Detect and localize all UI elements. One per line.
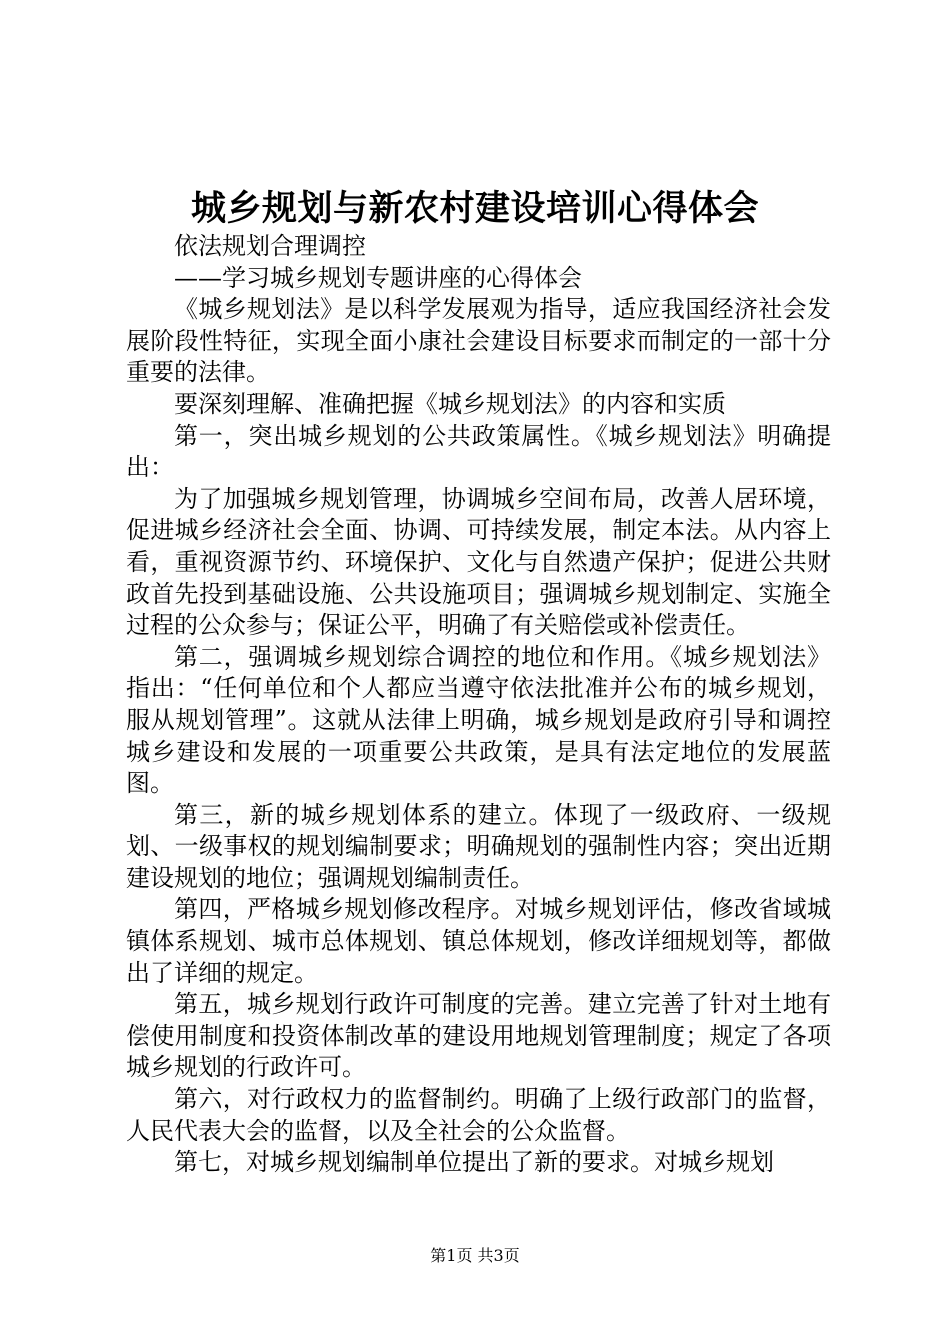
paragraph: 《城乡规划法》是以科学发展观为指导，适应我国经济社会发展阶段性特征，实现全面小康社会建设目标要求而制定的一部十分重要的法律。 xyxy=(126,295,831,387)
paragraph: 依法规划合理调控 xyxy=(174,232,366,260)
document-title: 城乡规划与新农村建设培训心得体会 xyxy=(190,188,759,229)
paragraph: 第七，对城乡规划编制单位提出了新的要求。对城乡规划 xyxy=(174,1148,774,1177)
page-number-footer: 第1页 共3页 xyxy=(430,1246,520,1265)
paragraph: 为了加强城乡规划管理，协调城乡空间布局，改善人居环境，促进城乡经济社会全面、协调、可持续发展，制定本法。从内容上看，重视资源节约、环境保护、文化与自然遗产保护；促进公共财政首先投到基础设施、公共设施项目；强调城乡规划制定、实施全过程的公众参与；保证公平，明确了有关赔偿或补偿责任。 xyxy=(126,484,831,640)
paragraph: 第五，城乡规划行政许可制度的完善。建立完善了针对土地有偿使用制度和投资体制改革的建设用地规划管理制度；规定了各项城乡规划的行政许可。 xyxy=(126,990,831,1082)
document-body xyxy=(126,231,831,1179)
paragraph: 第六，对行政权力的监督制约。明确了上级行政部门的监督，人民代表大会的监督，以及全社会的公众监督。 xyxy=(126,1085,831,1145)
paragraph: 第二，强调城乡规划综合调控的地位和作用。《城乡规划法》指出：“任何单位和个人都应当遵守依法批准并公布的城乡规划，服从规划管理”。这就从法律上明确，城乡规划是政府引导和调控城乡建设和发展的一项重要公共政策，是具有法定地位的发展蓝图。 xyxy=(126,642,831,798)
paragraph: 要深刻理解、准确把握《城乡规划法》的内容和实质 xyxy=(174,389,726,418)
paragraph: 第四，严格城乡规划修改程序。对城乡规划评估，修改省域城镇体系规划、城市总体规划、镇总体规划，修改详细规划等，都做出了详细的规定。 xyxy=(126,895,831,987)
paragraph: 第一，突出城乡规划的公共政策属性。《城乡规划法》明确提出： xyxy=(126,421,831,482)
paragraph: 第三，新的城乡规划体系的建立。体现了一级政府、一级规划、一级事权的规划编制要求；明确规划的强制性内容；突出近期建设规划的地位；强调规划编制责任。 xyxy=(126,800,831,892)
paragraph: ——学习城乡规划专题讲座的心得体会 xyxy=(174,263,582,292)
